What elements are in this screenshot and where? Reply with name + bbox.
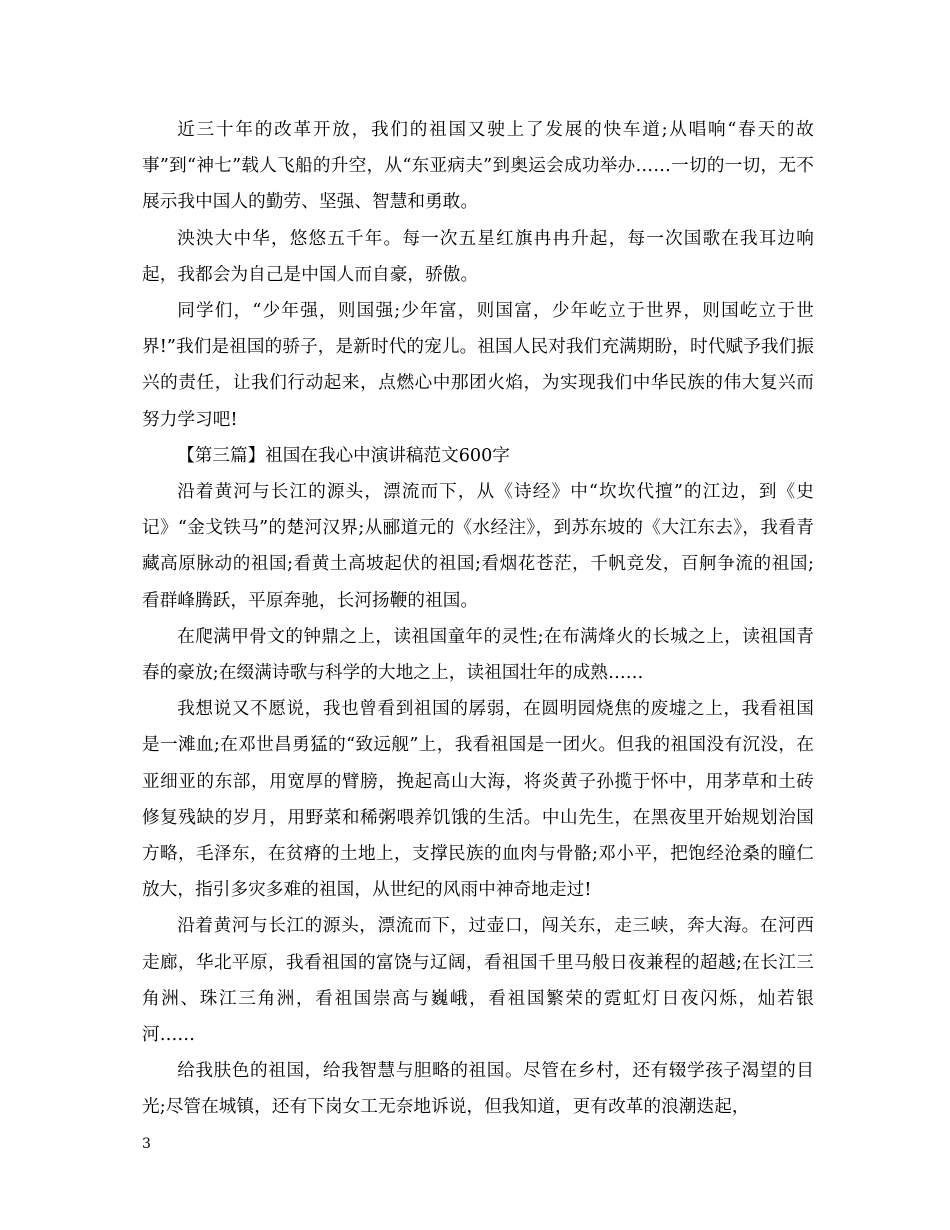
paragraph-skin-color: 给我肤色的祖国，给我智慧与胆略的祖国。尽管在乡村，还有辍学孩子渴望的目光;尽管在城镇，还有下岗女工无奈地诉说，但我知道，更有改革的浪潮迭起， <box>142 1061 814 1118</box>
paragraph-history: 我想说又不愿说，我也曾看到祖国的孱弱，在圆明园烧焦的废墟之上，我看祖国是一滩血;在邓世昌勇猛的“致远舰”上，我看祖国是一团火。但我的祖国没有沉没，在亚细亚的东部，用宽厚的臂膀，挽起高山大海，将炎黄子孙揽于怀中，用茅草和土砖修复残缺的岁月，用野菜和稀粥喂养饥饿的生活。中山先生，在黑夜里开始规划治国方略，毛泽东，在贫瘠的土地上，支撑民族的血肉与骨骼;邓小平，把饱经沧桑的瞳仁放大，指引多灾多难的祖国，从世纪的风雨中神奇地走过! <box>142 699 814 901</box>
paragraph-classmates: 同学们，“少年强，则国强;少年富，则国富，少年屹立于世界，则国屹立于世界!”我们是祖国的骄子，是新时代的宠儿。祖国人民对我们充满期盼，时代赋予我们振兴的责任，让我们行动起来，点燃心中那团火焰，为实现我们中华民族的伟大复兴而努力学习吧! <box>142 301 814 430</box>
section-heading: 【第三篇】祖国在我心中演讲稿范文600字 <box>177 445 510 466</box>
paragraph-bronze-tripod: 在爬满甲骨文的钟鼎之上，读祖国童年的灵性;在布满烽火的长城之上，读祖国青春的豪放;在缀满诗歌与科学的大地之上，读祖国壮年的成熟…… <box>142 626 814 684</box>
paragraph-journey: 沿着黄河与长江的源头，漂流而下，过壶口，闯关东，走三峡，奔大海。在河西走廊，华北平原，我看祖国的富饶与辽阔，看祖国千里马般日夜兼程的超越;在长江三角洲、珠江三角洲，看祖国崇高与巍峨，看祖国繁荣的霓虹灯日夜闪烁，灿若银河…… <box>142 916 814 1046</box>
paragraph-reform: 近三十年的改革开放，我们的祖国又驶上了发展的快车道;从唱响“春天的故事”到“神七”载人飞船的升空，从“东亚病夫”到奥运会成功举办……一切的一切，无不展示我中国人的勤劳、坚强、智慧和勇敢。 <box>142 120 814 213</box>
paragraph-five-thousand-years: 泱泱大中华，悠悠五千年。每一次五星红旗冉冉升起，每一次国歌在我耳边响起，我都会为自己是中国人而自豪，骄傲。 <box>142 228 814 285</box>
page-number: 3 <box>142 1136 151 1152</box>
document-body <box>142 112 814 1126</box>
paragraph-yellow-river: 沿着黄河与长江的源头，漂流而下，从《诗经》中“坎坎代擅”的江边，到《史记》“金戈铁马”的楚河汉界;从郦道元的《水经注》，到苏东坡的《大江东去》，我看青藏高原脉动的祖国;看黄土高坡起伏的祖国;看烟花苍茫，千帆竞发，百舸争流的祖国;看群峰腾跃，平原奔驰，长河扬鞭的祖国。 <box>142 482 814 611</box>
